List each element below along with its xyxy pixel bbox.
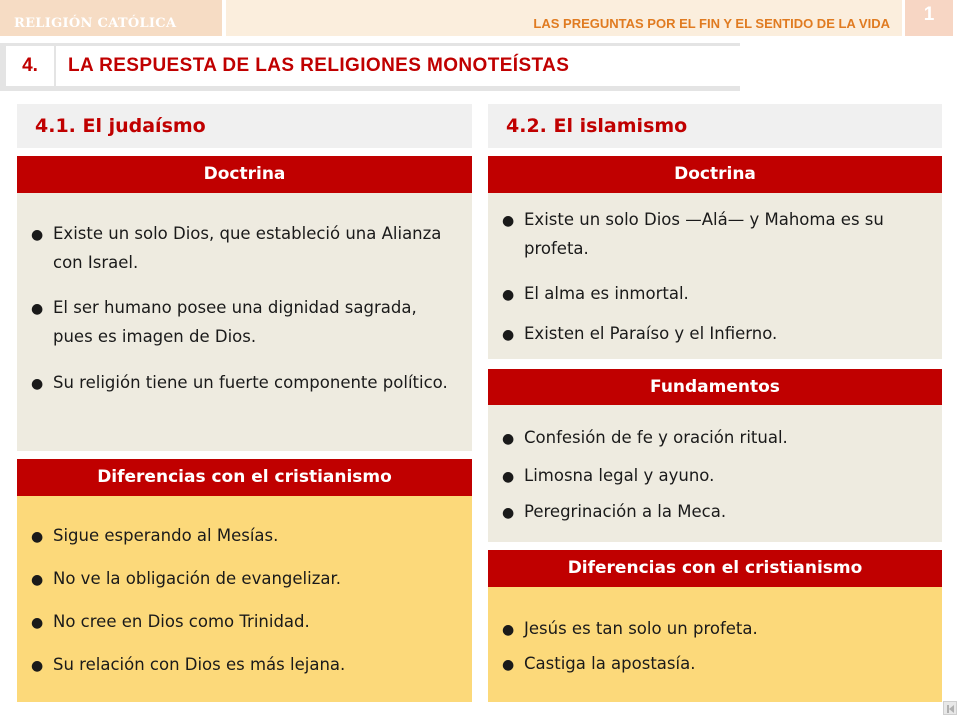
list-item: ● No ve la obligación de evangelizar. bbox=[31, 565, 458, 594]
list-item: ● Peregrinación a la Meca. bbox=[502, 498, 928, 527]
section-title: LA RESPUESTA DE LAS RELIGIONES MONOTEÍSTAS bbox=[56, 46, 740, 86]
islam-doctrina-panel bbox=[488, 193, 942, 359]
bullet-icon: ● bbox=[31, 658, 44, 674]
bullet-icon: ● bbox=[502, 622, 515, 638]
bullet-icon: ● bbox=[502, 657, 515, 673]
top-header bbox=[0, 0, 960, 38]
unit-tab bbox=[226, 0, 902, 36]
list-item: ● Castiga la apostasía. bbox=[502, 650, 928, 679]
previous-slide-icon[interactable] bbox=[943, 701, 957, 715]
list-item: ● El ser humano posee una dignidad sagrada, pues es imagen de Dios. bbox=[31, 298, 417, 346]
bullet-icon: ● bbox=[31, 376, 44, 392]
judaism-diferencias-panel bbox=[17, 496, 472, 702]
list-item: ● Existen el Paraíso y el Infierno. bbox=[502, 320, 928, 349]
course-tab bbox=[0, 0, 222, 36]
list-item: ● Confesión de fe y oración ritual. bbox=[502, 424, 928, 453]
bullet-icon: ● bbox=[31, 301, 44, 317]
islam-doctrina-header: Doctrina bbox=[488, 156, 942, 193]
islam-fundamentos-header: Fundamentos bbox=[488, 369, 942, 405]
list-item: ● No cree en Dios como Trinidad. bbox=[31, 608, 458, 637]
bullet-icon: ● bbox=[502, 213, 515, 229]
bullet-icon: ● bbox=[31, 615, 44, 631]
judaism-diferencias-header: Diferencias con el cristianismo bbox=[17, 459, 472, 496]
list-item: ● Su religión tiene un fuerte componente político. bbox=[31, 369, 458, 398]
bullet-icon: ● bbox=[502, 287, 515, 303]
islam-heading: 4.2. El islamismo bbox=[488, 104, 942, 148]
list-item: ● Jesús es tan solo un profeta. bbox=[502, 615, 928, 644]
unit-title: LAS PREGUNTAS POR EL FIN Y EL SENTIDO DE LA VIDA bbox=[533, 16, 890, 31]
islam-diferencias-panel bbox=[488, 587, 942, 702]
judaism-doctrina-panel bbox=[17, 193, 472, 451]
section-number: 4. bbox=[6, 46, 54, 86]
bullet-icon: ● bbox=[502, 327, 515, 343]
list-item: ● Existe un solo Dios —Alá— y Mahoma es su profeta. bbox=[502, 210, 884, 258]
list-item: ● Sigue esperando al Mesías. bbox=[31, 522, 458, 551]
page-number: 1 bbox=[923, 4, 935, 25]
list-item: ● El alma es inmortal. bbox=[502, 280, 928, 309]
judaism-doctrina-header: Doctrina bbox=[17, 156, 472, 193]
judaism-heading: 4.1. El judaísmo bbox=[17, 104, 472, 148]
list-item: ● Su relación con Dios es más lejana. bbox=[31, 651, 458, 680]
list-item: ● Existe un solo Dios, que estableció una Alianza con Israel. bbox=[31, 224, 442, 272]
islam-diferencias-header: Diferencias con el cristianismo bbox=[488, 550, 942, 587]
course-label: RELIGIÓN CATÓLICA bbox=[14, 16, 177, 31]
bullet-icon: ● bbox=[502, 469, 515, 485]
islam-fundamentos-panel bbox=[488, 405, 942, 542]
bullet-icon: ● bbox=[31, 572, 44, 588]
list-item: ● Limosna legal y ayuno. bbox=[502, 462, 928, 491]
bullet-icon: ● bbox=[502, 505, 515, 521]
bullet-icon: ● bbox=[31, 529, 44, 545]
bullet-icon: ● bbox=[31, 227, 44, 243]
page-number-box bbox=[905, 0, 953, 36]
bullet-icon: ● bbox=[502, 431, 515, 447]
